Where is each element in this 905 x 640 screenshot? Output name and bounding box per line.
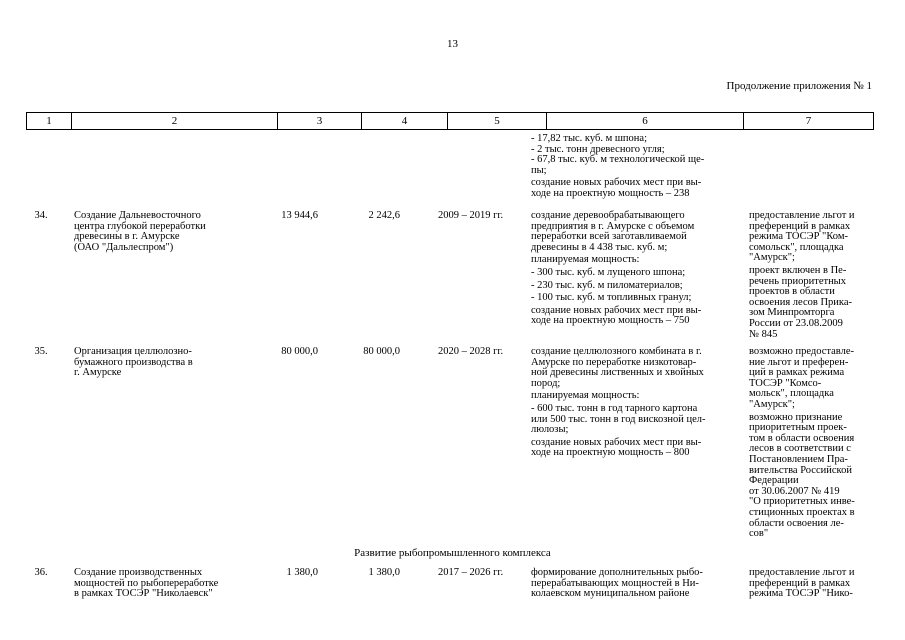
text-line: пород; bbox=[531, 377, 561, 389]
text-line: ной древесины лиственных и хвойных bbox=[531, 367, 704, 379]
text-line: ходе на проектную мощность – 750 bbox=[531, 315, 690, 327]
text-line: пы; bbox=[531, 164, 547, 176]
text-line: "Амурск"; bbox=[749, 398, 795, 410]
text-line: мощностей по рыбопереработке bbox=[74, 577, 219, 589]
text-line: проектов в области bbox=[749, 286, 835, 298]
text-line: предоставление льгот и bbox=[749, 210, 855, 221]
text-line: России от 23.08.2009 bbox=[749, 317, 843, 329]
text-line: колаевском муниципальном районе bbox=[531, 588, 690, 600]
text-line: предприятия в г. Амурске с объемом bbox=[531, 220, 695, 232]
period: 2020 – 2028 гг. bbox=[438, 346, 504, 357]
project-name bbox=[74, 347, 259, 379]
text-line: или 500 тыс. тонн в год вискозной цел- bbox=[531, 413, 706, 425]
text-line: преференций в рамках bbox=[749, 220, 851, 232]
row-number: 34. bbox=[34, 210, 48, 221]
text-line: стиционных проектах в bbox=[749, 506, 855, 518]
text-line: Организация целлюлозно- bbox=[74, 346, 192, 357]
text-line: - 230 тыс. куб. м пиломатериалов; bbox=[531, 279, 683, 291]
header-col-3: 3 bbox=[277, 113, 361, 129]
section-title: Развитие рыбопромышленного комплекса bbox=[354, 547, 551, 559]
text-line: бумажного производства в bbox=[74, 356, 193, 368]
header-col-2: 2 bbox=[71, 113, 277, 129]
text-line: формирование дополнительных рыбо- bbox=[531, 567, 703, 578]
text-line: ходе на проектную мощность – 800 bbox=[531, 447, 690, 459]
value-col-3: 80 000,0 bbox=[281, 346, 318, 357]
project-note bbox=[749, 211, 874, 340]
text-line: режима ТОСЭР "Ком- bbox=[749, 231, 848, 243]
text-line: - 600 тыс. тонн в год тарного картона bbox=[531, 402, 698, 414]
text-line: - 67,8 тыс. куб. м технологической ще- bbox=[531, 154, 705, 166]
text-line: Федерации bbox=[749, 475, 799, 487]
text-line: (ОАО "Дальлеспром") bbox=[74, 241, 174, 253]
text-line: г. Амурске bbox=[74, 367, 122, 379]
text-line: люлозы; bbox=[531, 424, 569, 436]
text-line: древесины в г. Амурске bbox=[74, 231, 180, 243]
header-col-1: 1 bbox=[26, 113, 71, 129]
text-line: планируемая мощность: bbox=[531, 390, 640, 402]
value-col-3: 1 380,0 bbox=[286, 567, 318, 578]
project-description bbox=[531, 347, 741, 459]
text-line: том в области освоения bbox=[749, 432, 855, 444]
row-number: 35. bbox=[34, 346, 48, 357]
text-line: № 845 bbox=[749, 328, 778, 340]
text-line: Создание Дальневосточного bbox=[74, 210, 201, 221]
continued-description bbox=[531, 134, 741, 200]
text-line: ходе на проектную мощность – 238 bbox=[531, 187, 690, 199]
row-number: 36. bbox=[34, 567, 48, 578]
text-line: создание деревообрабатывающего bbox=[531, 210, 685, 221]
text-line: перерабатывающих мощностей в Ни- bbox=[531, 577, 699, 589]
text-line: Постановлением Пра- bbox=[749, 453, 848, 465]
table-header bbox=[26, 112, 874, 130]
text-line: ТОСЭР "Комсо- bbox=[749, 377, 822, 389]
project-note bbox=[749, 347, 874, 540]
text-line: - 100 тыс. куб. м топливных гранул; bbox=[531, 292, 692, 304]
header-col-5: 5 bbox=[447, 113, 546, 129]
text-line: Создание производственных bbox=[74, 567, 203, 578]
text-line: планируемая мощность: bbox=[531, 254, 640, 266]
text-line: возможно предоставле- bbox=[749, 346, 855, 357]
project-description bbox=[531, 211, 741, 327]
text-line: - 17,82 тыс. куб. м шпона; bbox=[531, 133, 648, 144]
text-line: Амурске по переработке низкотовар- bbox=[531, 356, 697, 368]
text-line: преференций в рамках bbox=[749, 577, 851, 589]
text-line: "О приоритетных инве- bbox=[749, 496, 855, 508]
continuation-label: Продолжение приложения № 1 bbox=[726, 80, 872, 92]
period: 2017 – 2026 гг. bbox=[438, 567, 504, 578]
project-name bbox=[74, 568, 259, 600]
text-line: приоритетным проек- bbox=[749, 422, 847, 434]
text-line: переработки всей заготавливаемой bbox=[531, 231, 687, 243]
page-number: 13 bbox=[447, 38, 458, 50]
text-line: ций в рамках режима bbox=[749, 367, 845, 379]
period: 2009 – 2019 гг. bbox=[438, 210, 504, 221]
value-col-3: 13 944,6 bbox=[281, 210, 318, 221]
value-col-4: 1 380,0 bbox=[368, 567, 400, 578]
value-col-4: 2 242,6 bbox=[368, 210, 400, 221]
text-line: речень приоритетных bbox=[749, 275, 846, 287]
text-line: создание новых рабочих мест при вы- bbox=[531, 436, 702, 448]
project-name bbox=[74, 211, 259, 253]
text-line: - 2 тыс. тонн древесного угля; bbox=[531, 143, 665, 155]
project-note bbox=[749, 568, 874, 600]
header-col-7: 7 bbox=[743, 113, 874, 129]
text-line: создание новых рабочих мест при вы- bbox=[531, 304, 702, 316]
text-line: режима ТОСЭР "Нико- bbox=[749, 588, 853, 600]
text-line: проект включен в Пе- bbox=[749, 264, 847, 276]
header-col-6: 6 bbox=[546, 113, 743, 129]
text-line: вительства Российской bbox=[749, 464, 852, 476]
text-line: "Амурск"; bbox=[749, 252, 795, 264]
text-line: создание новых рабочих мест при вы- bbox=[531, 177, 702, 189]
text-line: центра глубокой переработки bbox=[74, 220, 206, 232]
text-line: возможно признание bbox=[749, 411, 843, 423]
text-line: - 300 тыс. куб. м лущеного шпона; bbox=[531, 266, 686, 278]
text-line: предоставление льгот и bbox=[749, 567, 855, 578]
text-line: мольск", площадка bbox=[749, 388, 834, 400]
text-line: области освоения ле- bbox=[749, 517, 844, 529]
text-line: сомольск", площадка bbox=[749, 241, 844, 253]
text-line: лесов в соответствии с bbox=[749, 443, 851, 455]
header-col-4: 4 bbox=[361, 113, 447, 129]
value-col-4: 80 000,0 bbox=[363, 346, 400, 357]
text-line: от 30.06.2007 № 419 bbox=[749, 485, 840, 497]
text-line: древесины в 4 438 тыс. куб. м; bbox=[531, 241, 668, 253]
text-line: сов" bbox=[749, 528, 769, 540]
text-line: создание целлюлозного комбината в г. bbox=[531, 346, 702, 357]
text-line: в рамках ТОСЭР "Николаевск" bbox=[74, 588, 213, 600]
text-line: зом Минпромторга bbox=[749, 307, 835, 319]
project-description bbox=[531, 568, 741, 600]
text-line: освоения лесов Прика- bbox=[749, 296, 852, 308]
text-line: ние льгот и преферен- bbox=[749, 356, 849, 368]
